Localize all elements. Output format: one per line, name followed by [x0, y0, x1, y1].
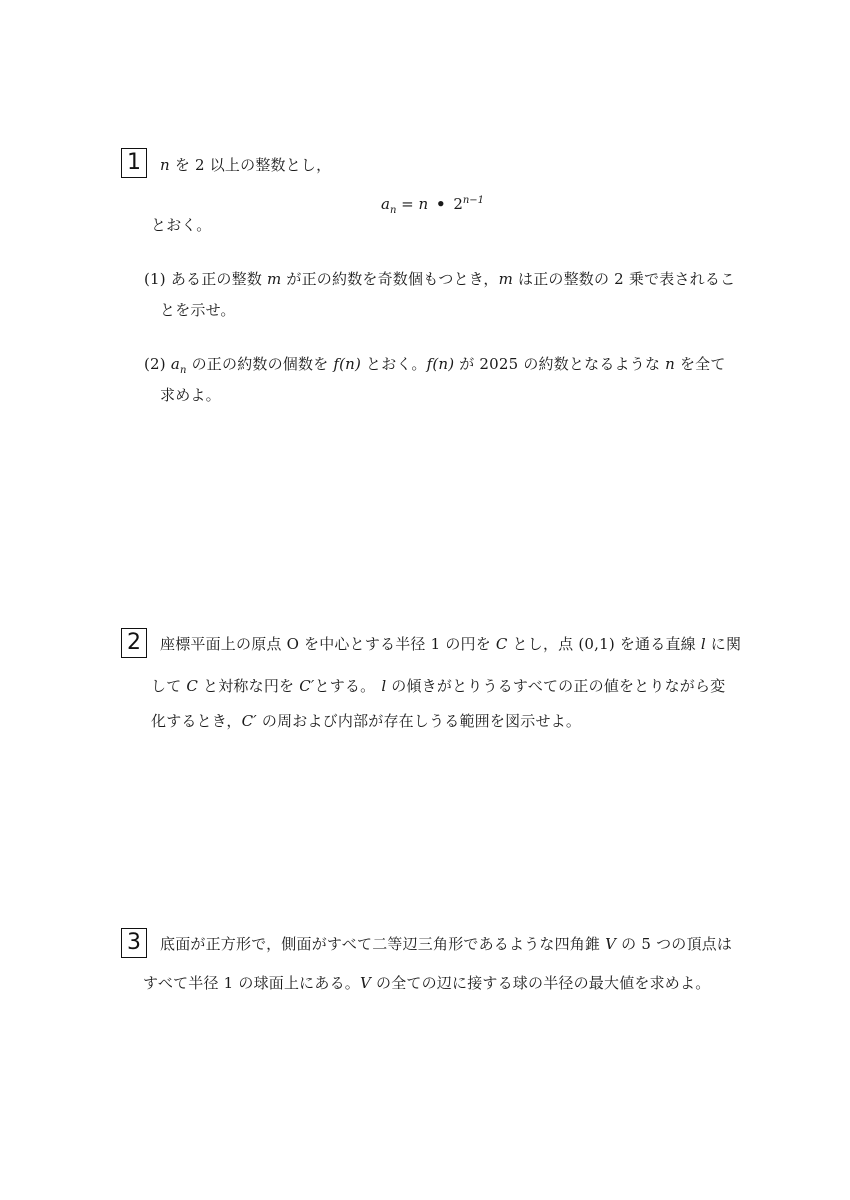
problem-1-formula: $a_n = n$ • $2^{n-1}$ [381, 195, 485, 216]
var-n: n [160, 156, 170, 174]
problem-3-line-1: 底面が正方形で，側面がすべて二等辺三角形であるような四角錐 V の 5 つの頂点は [160, 935, 733, 953]
problem-3-line-2: すべて半径 1 の球面上にある。V の全ての辺に接する球の半径の最大値を求めよ。 [143, 974, 711, 992]
problem-1-part-1-line-2: とを示せ。 [160, 301, 236, 319]
problem-1-part-1-line-1: (1) ある正の整数 m が正の約数を奇数個もつとき，m は正の整数の 2 乗で表されるこ [144, 270, 736, 288]
problem-1-after-formula: とおく。 [151, 216, 212, 234]
problem-2-line-1: 座標平面上の原点 O を中心とする半径 1 の円を C とし，点 (0,1) を通る直線 l に関 [160, 635, 742, 653]
problem-2-line-3: 化するとき，C′ の周および内部が存在しうる範囲を図示せよ。 [151, 712, 582, 730]
problem-3-number: 3 [121, 928, 147, 958]
problem-1-intro: n を 2 以上の整数とし， [160, 156, 332, 174]
problem-1-number: 1 [121, 148, 147, 178]
problem-1-part-2-line-1: (2) $a_n$ の正の約数の個数を f(n) とおく。f(n) が 2025 の約数となるような n を全て [144, 355, 726, 376]
problem-2-line-2: して C と対称な円を C′とする。 l の傾きがとりうるすべての正の値をとりながら変 [151, 677, 726, 695]
problem-1-part-2-line-2: 求めよ。 [160, 386, 221, 404]
problem-2-number: 2 [121, 628, 147, 658]
